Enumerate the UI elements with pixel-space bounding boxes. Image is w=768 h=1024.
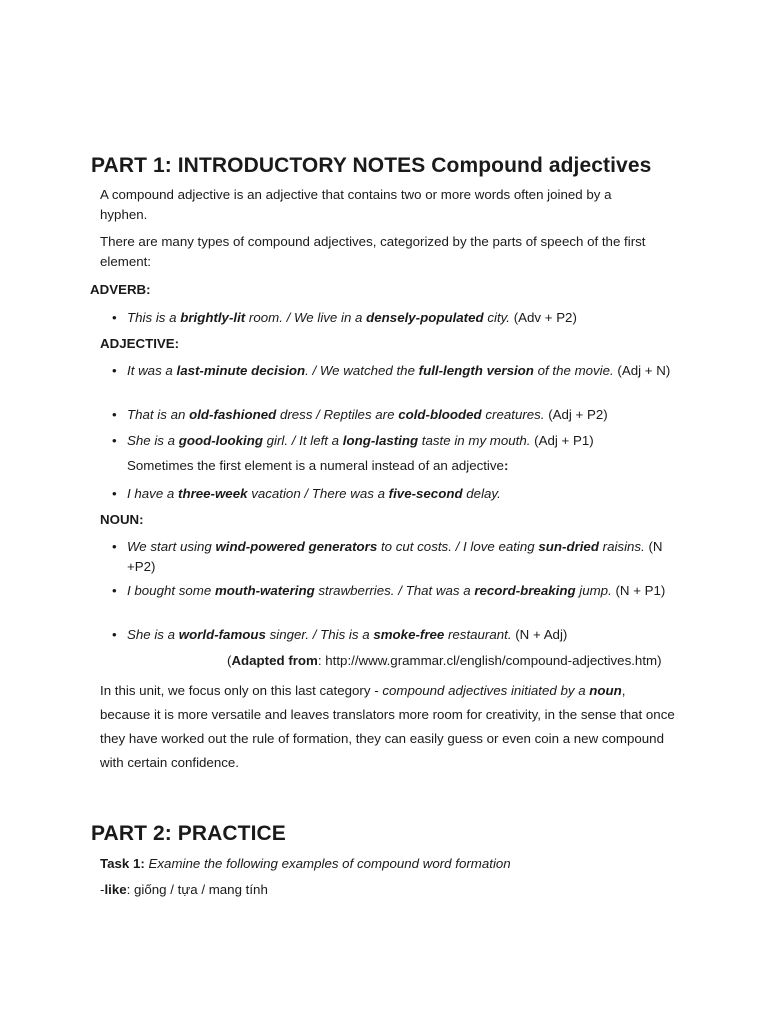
example-text: It was a [127,363,177,378]
example-text: singer. / This is a [265,627,374,642]
part2-heading: PART 2: PRACTICE [91,822,286,845]
example-text: taste in my mouth. [418,433,531,448]
bullet-dot: • [112,310,117,325]
example-compound: mouth-watering [214,583,315,598]
example-text: creatures. [481,407,545,422]
example-compound: smoke-free [373,627,445,642]
bullet-item [112,484,672,504]
example-text: room. / We live in a [245,310,367,325]
focus-italic: compound adjectives initiated by a [382,683,590,698]
example-text: She is a [127,433,179,448]
bullet-text [127,405,672,425]
example-text: jump. [575,583,612,598]
example-compound: densely-populated [366,310,484,325]
like-meaning: : giống / tựa / mang tính [126,882,268,897]
example-compound: long-lasting [342,433,419,448]
numeral-note-text: Sometimes the first element is a numeral instead of an adjective [127,458,504,473]
example-text: girl. / It left a [262,433,343,448]
pattern-note: (N +P2) [127,539,663,574]
example-text: That is an [127,407,190,422]
like-line [100,880,268,900]
pattern-note: (N + Adj) [511,627,568,642]
bullet-dot: • [112,539,117,554]
example-compound: record-breaking [474,583,576,598]
bullet-item [112,537,672,576]
example-text: We start using [127,539,216,554]
bullet-item [112,308,672,328]
example-text: This is a [127,310,181,325]
adverb-label: ADVERB: [90,282,151,297]
bullet-dot: • [112,407,117,422]
bullet-dot: • [112,433,117,448]
source-open: ( [227,653,232,668]
bullet-text [127,431,672,451]
bullet-item [112,361,672,381]
adjective-label: ADJECTIVE: [100,336,180,351]
example-compound: wind-powered generators [215,539,378,554]
example-compound: three-week [178,486,248,501]
bullet-item [112,431,672,451]
example-compound: sun-dried [538,539,599,554]
example-compound: full-length version [418,363,534,378]
bullet-dot: • [112,363,117,378]
example-text: . / We watched the [305,363,419,378]
bullet-text [127,581,672,601]
pattern-note: (Adj + P2) [544,407,608,422]
example-text: She is a [127,627,179,642]
bullet-item [112,625,672,645]
example-text: restaurant. [444,627,512,642]
pattern-note: (Adj + N) [613,363,671,378]
example-text: I bought some [127,583,215,598]
noun-label: NOUN: [100,512,144,527]
bullet-dot: • [112,627,117,642]
example-compound: cold-blooded [398,407,482,422]
focus-noun: noun [589,683,622,698]
bullet-item [112,405,672,425]
focus-text-1: In this unit, we focus only on this last category - [100,683,383,698]
example-compound: old-fashioned [189,407,277,422]
example-text: delay. [462,486,501,501]
like-word: like [104,882,127,897]
example-text: city. [483,310,510,325]
pattern-note: (Adv + P2) [510,310,577,325]
like-prefix: - [100,882,105,897]
example-compound: last-minute decision [176,363,306,378]
numeral-note-colon: : [503,458,509,473]
example-compound: five-second [388,486,463,501]
example-text: vacation / There was a [247,486,389,501]
source-url: : http://www.grammar.cl/english/compound-adjectives.htm) [317,653,662,668]
task1-text: Examine the following examples of compound word formation [144,856,511,871]
example-text: strawberries. / That was a [314,583,475,598]
pattern-note: (N + P1) [611,583,666,598]
bullet-text [127,361,672,381]
source-citation [227,651,662,671]
bullet-text [127,625,672,645]
intro-paragraph-1: A compound adjective is an adjective that contains two or more words often joined by a hyphen. [100,187,612,222]
bullet-text [127,308,672,328]
numeral-note [127,456,508,476]
bullet-text [127,484,672,504]
focus-text-2: , because it is more versatile and leaves translators more room for creativity, in the sense that once they have worked out the rule of formation, they can easily guess or even coin a new compound with certain confidence. [100,683,675,770]
bullet-text [127,537,672,576]
example-compound: world-famous [178,627,266,642]
part1-heading: PART 1: INTRODUCTORY NOTES Compound adjectives [91,154,652,177]
source-label: Adapted from [231,653,318,668]
example-text: raisins. [598,539,645,554]
bullet-dot: • [112,486,117,501]
example-text: I have a [127,486,179,501]
example-text: dress / Reptiles are [276,407,399,422]
example-compound: brightly-lit [180,310,246,325]
focus-paragraph [100,679,675,775]
example-text: to cut costs. / I love eating [377,539,539,554]
bullet-item [112,581,672,601]
task1-label: Task 1: [100,856,145,871]
example-compound: good-looking [178,433,263,448]
task1-line [100,854,511,874]
pattern-note: (Adj + P1) [530,433,594,448]
example-text: of the movie. [533,363,614,378]
intro-paragraph-2: There are many types of compound adjectives, categorized by the parts of speech of the first element: [100,234,646,269]
bullet-dot: • [112,583,117,598]
